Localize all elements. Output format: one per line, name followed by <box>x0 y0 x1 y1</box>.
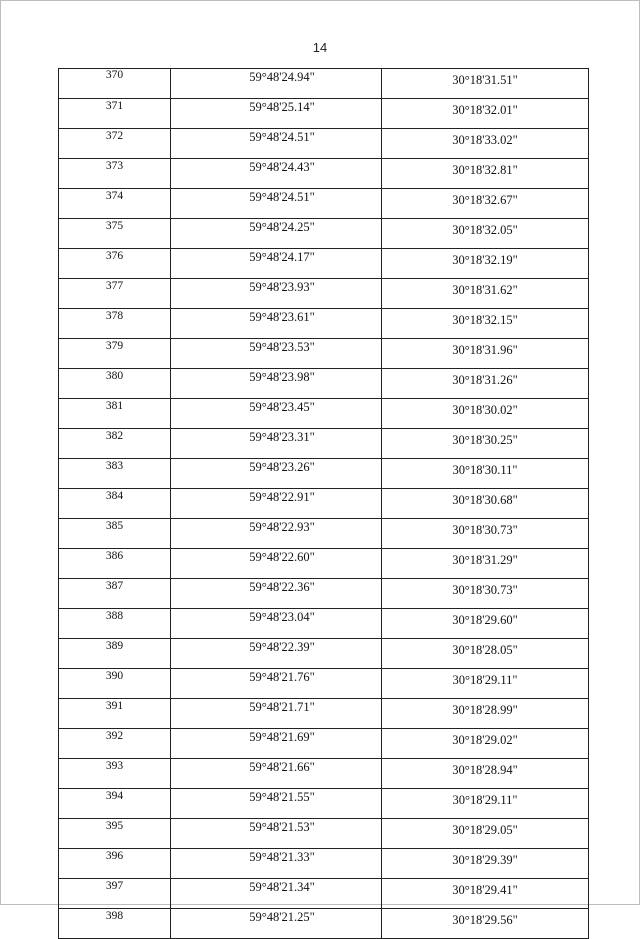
table-row <box>59 819 589 849</box>
table-row <box>59 879 589 909</box>
page-number: 14 <box>312 40 328 55</box>
latitude-cell: 59°48'24.51" <box>171 129 382 159</box>
point-number-cell: 378 <box>59 309 171 339</box>
table-row <box>59 609 589 639</box>
table-row <box>59 189 589 219</box>
latitude-cell: 59°48'24.51" <box>171 189 382 219</box>
longitude-cell: 30°18'31.62" <box>382 279 589 309</box>
table-row <box>59 669 589 699</box>
longitude-cell: 30°18'31.51" <box>382 69 589 99</box>
longitude-cell: 30°18'30.68" <box>382 489 589 519</box>
latitude-cell: 59°48'24.94" <box>171 69 382 99</box>
table-row <box>59 129 589 159</box>
latitude-cell: 59°48'22.93" <box>171 519 382 549</box>
longitude-cell: 30°18'29.11" <box>382 669 589 699</box>
latitude-cell: 59°48'24.17" <box>171 249 382 279</box>
point-number-cell: 372 <box>59 129 171 159</box>
point-number-cell: 370 <box>59 69 171 99</box>
table-row <box>59 99 589 129</box>
point-number-cell: 394 <box>59 789 171 819</box>
table-row <box>59 909 589 939</box>
point-number-cell: 384 <box>59 489 171 519</box>
point-number-cell: 379 <box>59 339 171 369</box>
longitude-cell: 30°18'29.41" <box>382 879 589 909</box>
longitude-cell: 30°18'29.39" <box>382 849 589 879</box>
latitude-cell: 59°48'21.33" <box>171 849 382 879</box>
point-number-cell: 388 <box>59 609 171 639</box>
latitude-cell: 59°48'23.93" <box>171 279 382 309</box>
longitude-cell: 30°18'29.56" <box>382 909 589 939</box>
longitude-cell: 30°18'30.25" <box>382 429 589 459</box>
longitude-cell: 30°18'29.11" <box>382 789 589 819</box>
point-number-cell: 395 <box>59 819 171 849</box>
point-number-cell: 386 <box>59 549 171 579</box>
latitude-cell: 59°48'24.25" <box>171 219 382 249</box>
point-number-cell: 380 <box>59 369 171 399</box>
latitude-cell: 59°48'21.34" <box>171 879 382 909</box>
point-number-cell: 377 <box>59 279 171 309</box>
table-row <box>59 339 589 369</box>
table-row <box>59 759 589 789</box>
point-number-cell: 371 <box>59 99 171 129</box>
point-number-cell: 373 <box>59 159 171 189</box>
latitude-cell: 59°48'22.91" <box>171 489 382 519</box>
table-row <box>59 219 589 249</box>
latitude-cell: 59°48'22.60" <box>171 549 382 579</box>
longitude-cell: 30°18'30.73" <box>382 519 589 549</box>
table-row <box>59 489 589 519</box>
longitude-cell: 30°18'32.15" <box>382 309 589 339</box>
point-number-cell: 375 <box>59 219 171 249</box>
longitude-cell: 30°18'30.73" <box>382 579 589 609</box>
longitude-cell: 30°18'29.60" <box>382 609 589 639</box>
point-number-cell: 392 <box>59 729 171 759</box>
point-number-cell: 393 <box>59 759 171 789</box>
table-row <box>59 159 589 189</box>
longitude-cell: 30°18'31.96" <box>382 339 589 369</box>
table-row <box>59 369 589 399</box>
longitude-cell: 30°18'28.05" <box>382 639 589 669</box>
latitude-cell: 59°48'25.14" <box>171 99 382 129</box>
point-number-cell: 387 <box>59 579 171 609</box>
coordinates-table <box>58 68 589 939</box>
table-row <box>59 549 589 579</box>
latitude-cell: 59°48'21.71" <box>171 699 382 729</box>
point-number-cell: 381 <box>59 399 171 429</box>
table-row <box>59 789 589 819</box>
table-row <box>59 519 589 549</box>
point-number-cell: 391 <box>59 699 171 729</box>
point-number-cell: 389 <box>59 639 171 669</box>
table-row <box>59 639 589 669</box>
longitude-cell: 30°18'33.02" <box>382 129 589 159</box>
latitude-cell: 59°48'22.39" <box>171 639 382 669</box>
table-row <box>59 429 589 459</box>
table-row <box>59 849 589 879</box>
longitude-cell: 30°18'32.05" <box>382 219 589 249</box>
point-number-cell: 398 <box>59 909 171 939</box>
longitude-cell: 30°18'28.99" <box>382 699 589 729</box>
longitude-cell: 30°18'32.01" <box>382 99 589 129</box>
longitude-cell: 30°18'28.94" <box>382 759 589 789</box>
latitude-cell: 59°48'23.04" <box>171 609 382 639</box>
point-number-cell: 376 <box>59 249 171 279</box>
longitude-cell: 30°18'31.29" <box>382 549 589 579</box>
table-row <box>59 729 589 759</box>
point-number-cell: 385 <box>59 519 171 549</box>
latitude-cell: 59°48'23.61" <box>171 309 382 339</box>
latitude-cell: 59°48'23.45" <box>171 399 382 429</box>
table-row <box>59 309 589 339</box>
table-row <box>59 459 589 489</box>
latitude-cell: 59°48'23.31" <box>171 429 382 459</box>
latitude-cell: 59°48'21.53" <box>171 819 382 849</box>
longitude-cell: 30°18'32.67" <box>382 189 589 219</box>
latitude-cell: 59°48'24.43" <box>171 159 382 189</box>
longitude-cell: 30°18'31.26" <box>382 369 589 399</box>
latitude-cell: 59°48'21.25" <box>171 909 382 939</box>
coordinates-table-body <box>59 69 589 939</box>
longitude-cell: 30°18'29.02" <box>382 729 589 759</box>
point-number-cell: 397 <box>59 879 171 909</box>
table-row <box>59 579 589 609</box>
point-number-cell: 374 <box>59 189 171 219</box>
longitude-cell: 30°18'29.05" <box>382 819 589 849</box>
latitude-cell: 59°48'22.36" <box>171 579 382 609</box>
latitude-cell: 59°48'21.66" <box>171 759 382 789</box>
point-number-cell: 390 <box>59 669 171 699</box>
longitude-cell: 30°18'30.02" <box>382 399 589 429</box>
latitude-cell: 59°48'23.53" <box>171 339 382 369</box>
point-number-cell: 382 <box>59 429 171 459</box>
latitude-cell: 59°48'21.76" <box>171 669 382 699</box>
latitude-cell: 59°48'23.26" <box>171 459 382 489</box>
table-row <box>59 69 589 99</box>
latitude-cell: 59°48'21.69" <box>171 729 382 759</box>
longitude-cell: 30°18'32.81" <box>382 159 589 189</box>
point-number-cell: 396 <box>59 849 171 879</box>
longitude-cell: 30°18'32.19" <box>382 249 589 279</box>
latitude-cell: 59°48'23.98" <box>171 369 382 399</box>
latitude-cell: 59°48'21.55" <box>171 789 382 819</box>
table-row <box>59 399 589 429</box>
table-row <box>59 279 589 309</box>
table-row <box>59 249 589 279</box>
point-number-cell: 383 <box>59 459 171 489</box>
table-row <box>59 699 589 729</box>
longitude-cell: 30°18'30.11" <box>382 459 589 489</box>
